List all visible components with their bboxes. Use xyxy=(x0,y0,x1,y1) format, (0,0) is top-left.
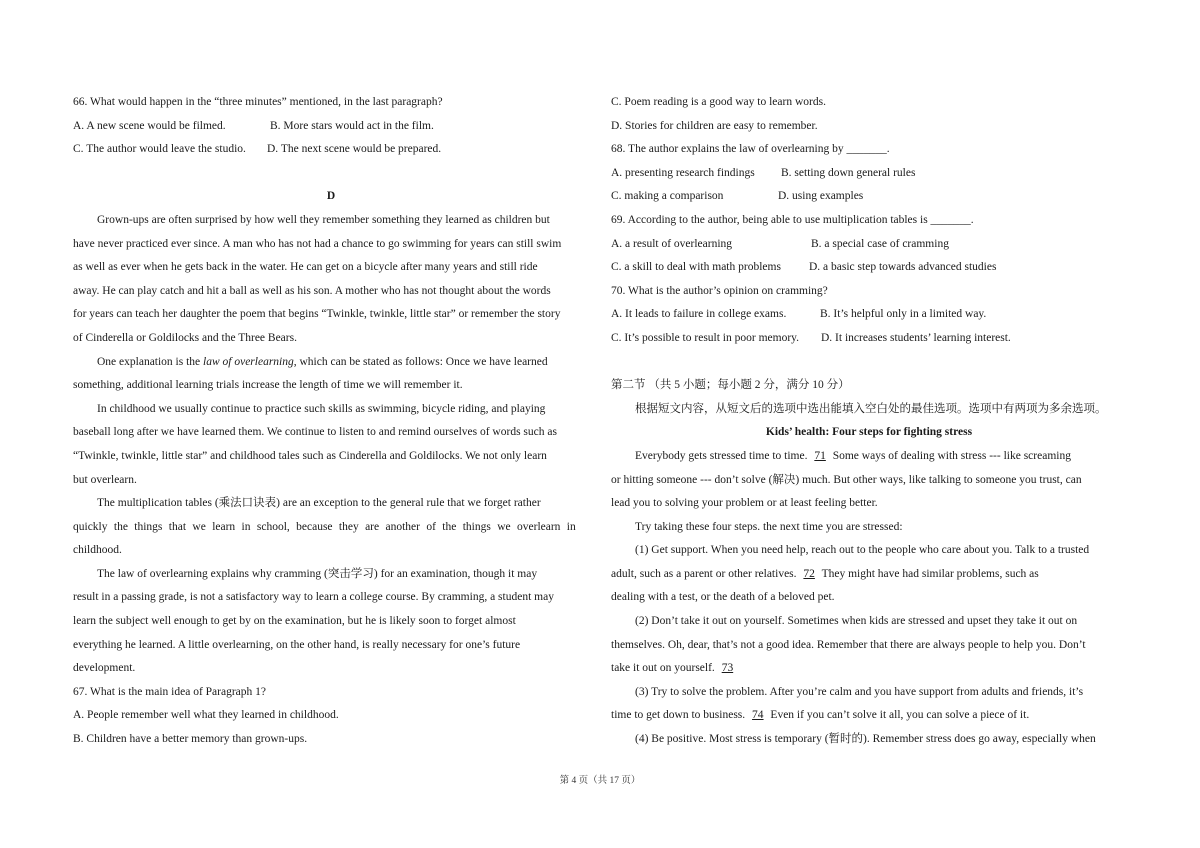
q66-option-d: D. The next scene would be prepared. xyxy=(267,143,442,156)
section-letter: D xyxy=(326,190,336,203)
page-number: 第 4 页（共 17 页） xyxy=(559,776,641,786)
part2-heading: 第二节 （共 5 小题；每小题 2 分，满分 10 分） xyxy=(611,379,850,392)
q66-options-ab xyxy=(73,115,589,139)
q68-stem: 68. The author explains the law of overlearning by _______. xyxy=(611,143,890,156)
q66-options-cd xyxy=(73,138,589,162)
s3-line-3: dealing with a test, or the death of a beloved pet. xyxy=(611,591,835,604)
s5-line-1: (3) Try to solve the problem. After you’re calm and you have support from adults and friends, it’s xyxy=(635,685,1084,698)
s4-text-pre: take it out on yourself. xyxy=(611,662,715,675)
q67-stem: 67. What is the main idea of Paragraph 1? xyxy=(73,685,266,698)
p2-text-pre: One explanation is the xyxy=(97,355,204,368)
q68-options-ab xyxy=(611,162,1127,186)
blank-71: 71 xyxy=(814,449,826,462)
q66-option-c: C. The author would leave the studio. xyxy=(73,143,246,156)
q66-stem: 66. What would happen in the “three minutes” mentioned, in the last paragraph? xyxy=(73,96,443,108)
s5-line-2 xyxy=(611,704,1127,728)
q66-option-a: A. A new scene would be filmed. xyxy=(73,119,226,132)
q67-option-c: C. Poem reading is a good way to learn words. xyxy=(611,96,826,108)
s6-line-1: (4) Be positive. Most stress is temporary (暂时的). Remember stress does go away, especially when xyxy=(635,733,1096,746)
q68-options-cd xyxy=(611,185,1127,209)
s4-line-2: themselves. Oh, dear, that’s not a good idea. Remember that there are always people to help you. Don’t xyxy=(611,638,1086,651)
s2-line: Try taking these four steps. the next time you are stressed: xyxy=(635,520,903,533)
p1-line-6: of Cinderella or Goldilocks and the Three Bears. xyxy=(73,331,297,344)
blank-73: 73 xyxy=(721,662,734,675)
q67-option-d: D. Stories for children are easy to remember. xyxy=(611,119,818,132)
s1-text-post: Some ways of dealing with stress --- like screaming xyxy=(832,449,1071,462)
p4-line-2: quickly the things that we learn in school, because they are another of the things we overlearn in xyxy=(73,520,576,533)
p2-text-post: , which can be stated as follows: Once we have learned xyxy=(293,355,548,368)
s4-line-1: (2) Don’t take it out on yourself. Sometimes when kids are stressed and upset they take it out on xyxy=(635,615,1078,628)
q69-options-cd xyxy=(611,256,1127,280)
p5-line-3: learn the subject well enough to get by on the examination, but he is likely soon to forget almost xyxy=(73,615,516,628)
q70-option-c: C. It’s possible to result in poor memory. xyxy=(611,331,800,344)
blank-74: 74 xyxy=(752,709,764,722)
p2-term: law of overlearning xyxy=(203,355,294,368)
s3-line-1: (1) Get support. When you need help, reach out to the people who care about you. Talk to a trusted xyxy=(635,544,1090,557)
p5-line-1: The law of overlearning explains why cramming (突击学习) for an examination, though it may xyxy=(97,567,538,580)
p2-line-2: something, additional learning trials increase the length of time we will remember it. xyxy=(73,379,463,392)
q66-option-b: B. More stars would act in the film. xyxy=(270,119,434,132)
q68-option-b: B. setting down general rules xyxy=(781,166,916,179)
q68-option-a: A. presenting research findings xyxy=(611,166,755,179)
p1-line-3: as well as ever when he gets back in the water. He can get on a bicycle after many years and still ride xyxy=(73,261,538,274)
s3-line-2 xyxy=(611,563,1127,587)
q70-option-a: A. It leads to failure in college exams. xyxy=(611,308,787,321)
q70-option-b: B. It’s helpful only in a limited way. xyxy=(820,308,987,321)
p1-line-1: Grown-ups are often surprised by how well they remember something they learned as children but xyxy=(97,213,550,226)
left-column xyxy=(73,91,589,752)
q70-options-ab xyxy=(611,303,1127,327)
q67-option-b: B. Children have a better memory than grown-ups. xyxy=(73,733,308,746)
s4-line-3 xyxy=(611,657,1127,681)
p3-line-1: In childhood we usually continue to practice such skills as swimming, bicycle riding, and playing xyxy=(97,402,546,415)
s1-line-3: lead you to solving your problem or at least feeling better. xyxy=(611,497,878,510)
s3-text-pre: adult, such as a parent or other relatives. xyxy=(611,567,797,580)
p5-line-5: development. xyxy=(73,662,136,675)
s5-text-post: Even if you can’t solve it all, you can solve a piece of it. xyxy=(770,709,1030,722)
s3-text-post: They might have had similar problems, such as xyxy=(821,567,1039,580)
blank-72: 72 xyxy=(803,567,815,580)
q69-option-b: B. a special case of cramming xyxy=(811,237,949,250)
p5-line-2: result in a passing grade, is not a satisfactory way to learn a college course. By cramming, a student may xyxy=(73,591,554,604)
q69-option-c: C. a skill to deal with math problems xyxy=(611,261,781,274)
q69-stem: 69. According to the author, being able to use multiplication tables is _______. xyxy=(611,213,974,226)
p1-line-5: for years can teach her daughter the poem that begins “Twinkle, twinkle, little star” or remember the story xyxy=(73,308,561,321)
p1-line-2: have never practiced ever since. A man who has not had a chance to go swimming for years can still swim xyxy=(73,237,562,250)
q69-option-d: D. a basic step towards advanced studies xyxy=(809,261,997,274)
p2-line-1 xyxy=(73,351,589,375)
q69-options-ab xyxy=(611,233,1127,257)
p1-line-4: away. He can play catch and hit a ball as well as his son. A mother who has not thought about the words xyxy=(73,284,551,297)
p4-line-1: The multiplication tables (乘法口诀表) are an exception to the general rule that we forget rather xyxy=(97,497,541,510)
q69-option-a: A. a result of overlearning xyxy=(611,237,733,250)
q70-stem: 70. What is the author’s opinion on cramming? xyxy=(611,284,828,297)
s1-line-2: or hitting someone --- don’t solve (解决) much. But other ways, like talking to someone you trust, can xyxy=(611,473,1082,486)
instructions: 根据短文内容，从短文后的选项中选出能填入空白处的最佳选项。选项中有两项为多余选项。 xyxy=(635,402,1107,415)
p3-line-4: but overlearn. xyxy=(73,473,137,486)
p3-line-2: baseball long after we have learned them. We continue to listen to and remind ourselves of words such as xyxy=(73,426,557,439)
q70-options-cd xyxy=(611,327,1127,351)
p4-line-3: childhood. xyxy=(73,544,122,557)
q67-option-a: A. People remember well what they learned in childhood. xyxy=(73,709,339,722)
s5-text-pre: time to get down to business. xyxy=(611,709,746,722)
q68-option-d: D. using examples xyxy=(778,190,864,203)
q68-option-c: C. making a comparison xyxy=(611,190,724,203)
s1-text-pre: Everybody gets stressed time to time. xyxy=(635,449,808,462)
p5-line-4: everything he learned. A little overlearning, on the other hand, is really necessary for one’s future xyxy=(73,638,521,651)
passage-title: Kids’ health: Four steps for fighting stress xyxy=(765,426,973,439)
q70-option-d: D. It increases students’ learning interest. xyxy=(821,331,1011,344)
s1-line-1 xyxy=(611,445,1127,469)
right-column xyxy=(611,91,1127,752)
p3-line-3: “Twinkle, twinkle, little star” and childhood tales such as Cinderella and Goldilocks. We not only learn xyxy=(73,449,547,462)
